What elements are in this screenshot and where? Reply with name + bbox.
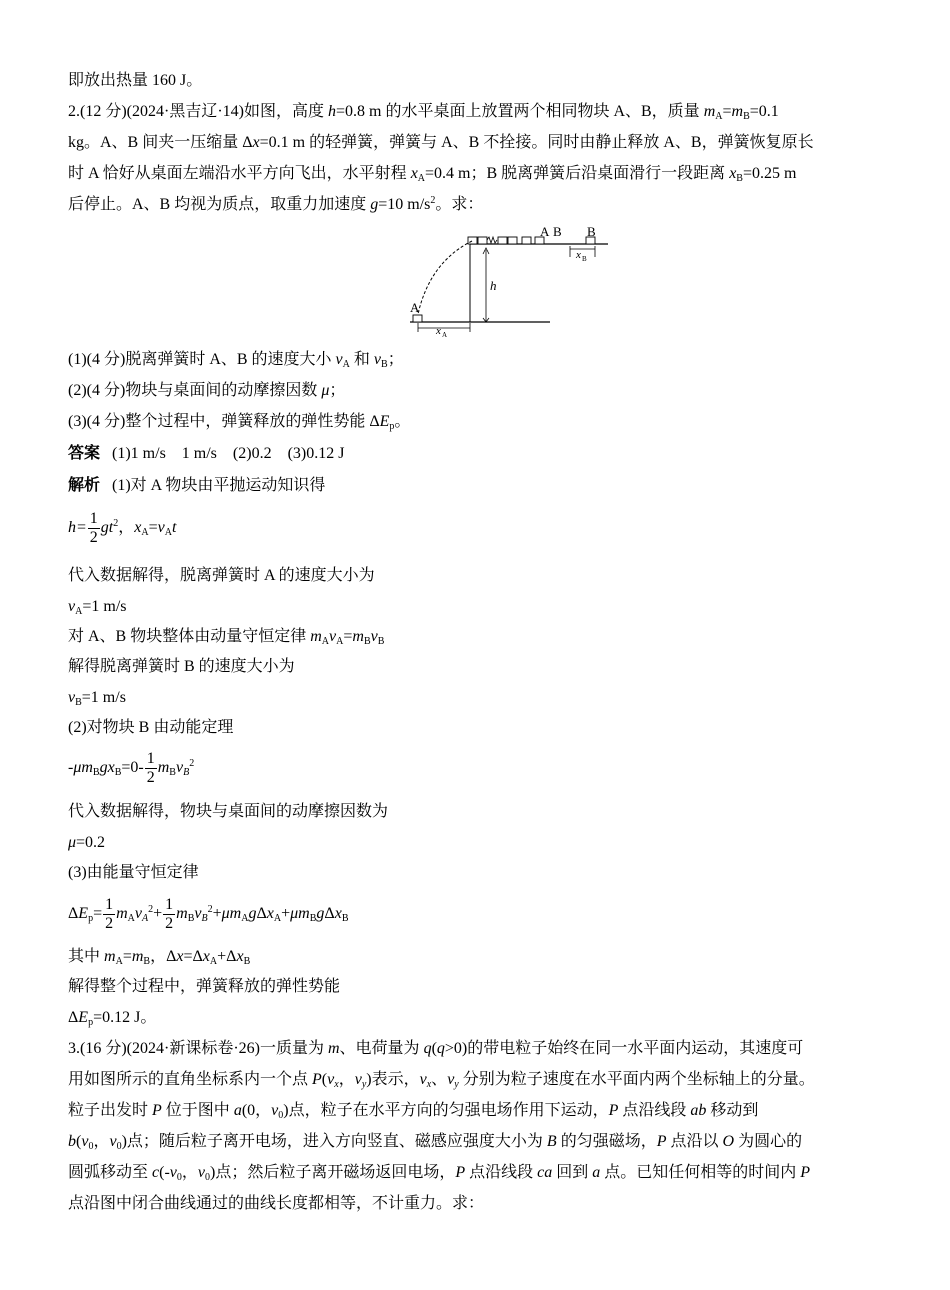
text-line: 代入数据解得，脱离弹簧时 A 的速度大小为	[68, 567, 375, 584]
text-line: $v_A=1$ m/s	[68, 598, 127, 617]
text-line: μ=0.2	[68, 834, 106, 851]
equation-2: $-\mu m_Bgx_B=0-$ $\frac{1}{2}$ $m_Bv_B^2$	[68, 749, 195, 786]
problem-3-line-1: 3.(16 分)(2024·新课标卷·26)一质量为 m、电荷量为 q(q>0)的带电粒子始终在同一水平面内运动，其速度可	[68, 1040, 804, 1057]
figure-label: A	[442, 331, 448, 339]
solution-heading: 解析 (1)对 A 物块由平抛运动知识得	[68, 477, 326, 494]
projectile-figure	[410, 222, 610, 344]
problem-2-line-2: kg。A、B 间夹一压缩量 Δx=0.1 m 的轻弹簧，弹簧与 A、B 不拴接。同时由静止释放 A、B，弹簧恢复原长	[68, 134, 814, 151]
text-line: $\Delta E_p=0.12$ J。	[68, 1009, 157, 1028]
problem-3-line-5: 圆弧移动至 $c(-v_0$，$v_0$)点；然后粒子离开磁场返回电场，P 点沿线段 ca 回到 a 点。已知任何相等的时间内 P	[68, 1164, 811, 1183]
text-line: 代入数据解得，物块与桌面间的动摩擦因数为	[68, 803, 389, 820]
problem-3-line-6: 点沿图中闭合曲线通过的曲线长度都相等，不计重力。求：	[68, 1195, 485, 1212]
figure-label: B	[553, 224, 562, 239]
question-2: (2)(4 分)物块与桌面间的动摩擦因数 μ；	[68, 382, 346, 399]
question-3: (3)(4 分)整个过程中，弹簧释放的弹性势能 $\Delta E_p$。	[68, 413, 411, 432]
text-line: (2)对物块 B 由动能定理	[68, 719, 234, 736]
figure-label: x	[436, 325, 441, 337]
text-line: 解得整个过程中，弹簧释放的弹性势能	[68, 978, 341, 995]
figure-label: x	[576, 249, 581, 261]
text-line: (3)由能量守恒定律	[68, 864, 199, 881]
figure-label: A	[540, 224, 550, 239]
text-line: 对 A、B 物块整体由动量守恒定律 $m_Av_A=m_Bv_B$	[68, 628, 385, 647]
question-1: (1)(4 分)脱离弹簧时 A、B 的速度大小 $v_A$ 和 $v_B$；	[68, 351, 404, 370]
text-line: $v_B=1$ m/s	[68, 689, 126, 708]
text-line: 其中 $m_A=m_B$，$\Delta x=\Delta x_A+\Delta x_B$	[68, 948, 251, 967]
text-line: 即放出热量 160 J。	[68, 72, 203, 89]
equation-3: $\Delta E_p=$ $\frac{1}{2}$ $m_Av_A^2+$ $\frac{1}{2}$ $m_Bv_B^2+\mu m_Ag\Delta x_A+\mu m_Bg\Delta x_B$	[68, 895, 349, 932]
problem-3-line-2: 用如图所示的直角坐标系内一个点 $P(v_x$，$v_y$)表示，$v_x$、$v_y$ 分别为粒子速度在水平面内两个坐标轴上的分量。	[68, 1071, 815, 1090]
figure-label: h	[490, 278, 497, 293]
text-line: 解得脱离弹簧时 B 的速度大小为	[68, 658, 295, 675]
problem-3-line-3: 粒子出发时 P 位于图中 a(0，$v_0$)点，粒子在水平方向的匀强电场作用下运动，P 点沿线段 ab 移动到	[68, 1102, 759, 1121]
figure-label: B	[582, 255, 587, 263]
figure-label: B	[587, 224, 596, 239]
problem-3-line-4: $b(v_0$，$v_0$)点；随后粒子离开电场，进入方向竖直、磁感应强度大小为 B 的匀强磁场，P 点沿以 O 为圆心的	[68, 1133, 803, 1152]
figure-label: A	[410, 300, 420, 315]
problem-2-line-3: 时 A 恰好从桌面左端沿水平方向飞出，水平射程 $x_A=0.4$ m；B 脱离弹簧后沿桌面滑行一段距离 $x_B=0.25$ m	[68, 165, 797, 184]
problem-2-line-4: 后停止。A、B 均视为质点，取重力加速度 g=10 $m/s^2$。求：	[68, 195, 484, 213]
answer-line: 答案 (1)1 m/s 1 m/s (2)0.2 (3)0.12 J	[68, 445, 345, 462]
problem-2-line-1: 2.(12 分)(2024·黑吉辽·14)如图，高度 h=0.8 m 的水平桌面上放置两个相同物块 A、B，质量 $m_A=m_B=0.1$	[68, 103, 779, 122]
equation-1: h= $\frac{1}{2}$ $gt^2$，$x_A=v_At$	[68, 509, 177, 546]
